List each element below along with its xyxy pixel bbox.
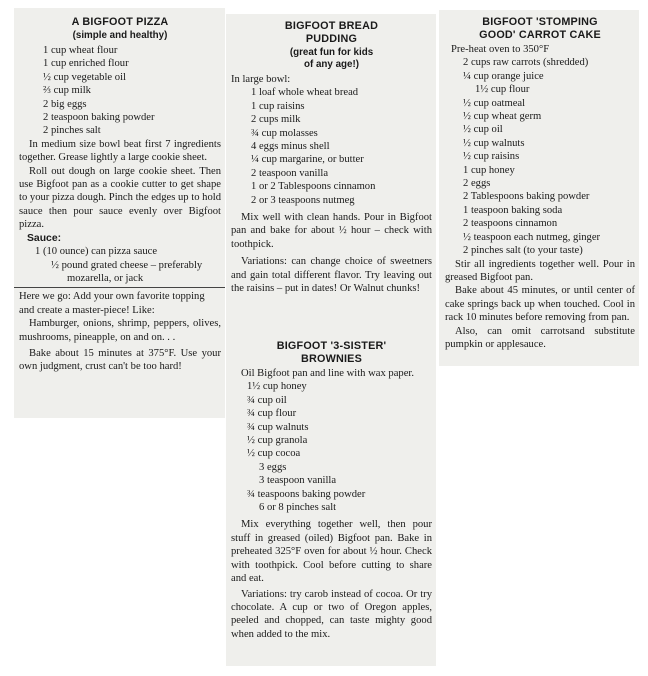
- ingredient-item: 6 or 8 pinches salt: [259, 502, 337, 514]
- ingredient-item: 2 teaspoon baking powder: [43, 112, 155, 124]
- ingredient-item: 3 eggs: [259, 461, 287, 473]
- ingredient-item: 2 pinches salt (to your taste): [463, 245, 583, 257]
- recipe-intro: In large bowl:: [231, 74, 291, 85]
- ingredient-item: 1½ cup flour: [475, 84, 530, 96]
- ingredient-item: 1 cup raisins: [251, 100, 305, 112]
- ingredient-item: ½ cup walnuts: [463, 137, 525, 149]
- instruction-paragraph: Mix everything together well, then pour stuff in greased (oiled) Bigfoot pan. Bake in preheated 325°F oven for about ½ hour. Check with toothpick. Cool before cutting to share and eat.: [231, 519, 432, 585]
- ingredient-item: ½ cup granola: [247, 435, 308, 447]
- ingredient-list: [19, 44, 221, 138]
- ingredient-item: 1 loaf whole wheat bread: [251, 87, 359, 99]
- ingredient-item: 2 cups raw carrots (shredded): [463, 57, 589, 69]
- recipe-title: BIGFOOT '3-SISTER' BROWNIES: [276, 340, 387, 365]
- ingredient-item: ½ pound grated cheese – preferably mozarella, or jack: [51, 259, 203, 284]
- ingredient-item: ¾ teaspoons baking powder: [247, 488, 366, 500]
- ingredient-item: 1 cup wheat flour: [43, 45, 118, 56]
- ingredient-item: 1 cup enriched flour: [43, 58, 129, 70]
- recipe-card-bigfoot-bread-pudding: [226, 14, 436, 336]
- ingredient-item: ½ cup vegetable oil: [43, 71, 126, 83]
- recipe-intro: Oil Bigfoot pan and line with wax paper.: [241, 368, 414, 379]
- recipe-title: BIGFOOT 'STOMPING GOOD' CARROT CAKE: [479, 16, 601, 41]
- ingredient-item: ¼ cup orange juice: [463, 70, 544, 82]
- sauce-label: Sauce:: [27, 232, 62, 244]
- ingredient-item: ½ cup cocoa: [247, 448, 301, 460]
- ingredient-item: 1 cup honey: [463, 164, 515, 176]
- recipe-subtitle: (great fun for kids of any age!): [289, 47, 374, 70]
- ingredient-item: 2 Tablespoons baking powder: [463, 191, 590, 203]
- instruction-paragraph: Also, can omit carrotsand substitute pumpkin or applesauce.: [445, 325, 635, 350]
- recipe-card-bigfoot-carrot-cake: [439, 10, 639, 366]
- ingredient-item: 2 big eggs: [43, 98, 87, 110]
- instruction-paragraph: Here we go: Add your own favorite topping and create a master-piece! Like:: [19, 291, 205, 316]
- instruction-paragraph: Mix well with clean hands. Pour in Bigfoot pan and bake for about ½ hour – check with toothpick.: [231, 212, 432, 250]
- recipe-title: BIGFOOT BREAD PUDDING: [284, 20, 379, 45]
- ingredient-item: ¾ cup walnuts: [247, 421, 309, 433]
- ingredient-item: ½ cup wheat germ: [463, 111, 542, 123]
- sauce-ingredient-list: [19, 245, 221, 285]
- recipe-card-bigfoot-pizza: [14, 8, 225, 418]
- ingredient-item: ¾ cup molasses: [251, 127, 318, 139]
- ingredient-list: [231, 380, 432, 514]
- ingredient-item: ½ cup oil: [463, 124, 503, 136]
- ingredient-item: 2 teaspoon vanilla: [251, 167, 329, 179]
- ingredient-list: [445, 56, 635, 257]
- ingredient-item: 2 cups milk: [251, 114, 301, 126]
- instruction-paragraph: Stir all ingredients together well. Pour in greased Bigfoot pan.: [445, 258, 635, 283]
- ingredient-item: ½ cup oatmeal: [463, 97, 526, 109]
- ingredient-item: 2 or 3 teaspoons nutmeg: [251, 194, 355, 206]
- ingredient-item: ¼ cup margarine, or butter: [251, 154, 364, 166]
- ingredient-item: 1 (10 ounce) can pizza sauce: [35, 246, 158, 258]
- instruction-paragraph: Variations: try carob instead of cocoa. Or try chocolate. A cup or two of Oregon apples, peeled and chopped, can taste mighty good when added to the mix.: [231, 588, 432, 640]
- instruction-paragraph: Roll out dough on large cookie sheet. Then use Bigfoot pan as a cookie cutter to get shape to your pizza dough. Pinch the edges up to hold sauce then pour sauce evenly over Bigfoot pizza.: [19, 165, 221, 231]
- ingredient-item: 1 or 2 Tablespoons cinnamon: [251, 181, 376, 193]
- instruction-paragraph: Bake about 15 minutes at 375°F. Use your own judgment, crust can't be too hard!: [19, 347, 221, 373]
- ingredient-item: ½ teaspoon each nutmeg, ginger: [463, 231, 601, 243]
- recipe-card-bigfoot-brownies: [226, 336, 436, 666]
- instruction-paragraph: Variations: can change choice of sweetners and gain total different flavor. Try leaving out the raisins – put in dates! Or Walnut chunks!: [231, 256, 432, 295]
- ingredient-list: [231, 86, 432, 207]
- recipe-intro: Pre-heat oven to 350°F: [451, 44, 550, 55]
- recipe-title: A BIGFOOT PIZZA: [71, 16, 169, 28]
- ingredient-item: 1½ cup honey: [247, 381, 307, 393]
- ingredient-item: 2 teaspoons cinnamon: [463, 218, 558, 230]
- instruction-paragraph: Bake about 45 minutes, or until center of cake springs back up when touched. Cool in rack 10 minutes before removing from pan.: [445, 285, 635, 324]
- ingredient-item: 1 teaspoon baking soda: [463, 204, 563, 216]
- ingredient-item: 4 eggs minus shell: [251, 141, 330, 153]
- ingredient-item: 2 eggs: [463, 178, 491, 190]
- section-divider: [14, 287, 225, 288]
- ingredient-item: ¾ cup flour: [247, 408, 297, 420]
- ingredient-item: ½ cup raisins: [463, 151, 520, 163]
- instruction-paragraph: In medium size bowl beat first 7 ingredients together. Grease lightly a large cookie sheet.: [19, 138, 221, 164]
- ingredient-item: ¾ cup oil: [247, 394, 287, 406]
- ingredient-item: ⅔ cup milk: [43, 85, 91, 97]
- instruction-paragraph: Hamburger, onions, shrimp, peppers, olives, mushrooms, pineapple, on and on. . .: [19, 318, 221, 343]
- ingredient-item: 3 teaspoon vanilla: [259, 475, 337, 487]
- ingredient-item: 2 pinches salt: [43, 125, 101, 137]
- recipe-subtitle: (simple and healthy): [72, 30, 168, 41]
